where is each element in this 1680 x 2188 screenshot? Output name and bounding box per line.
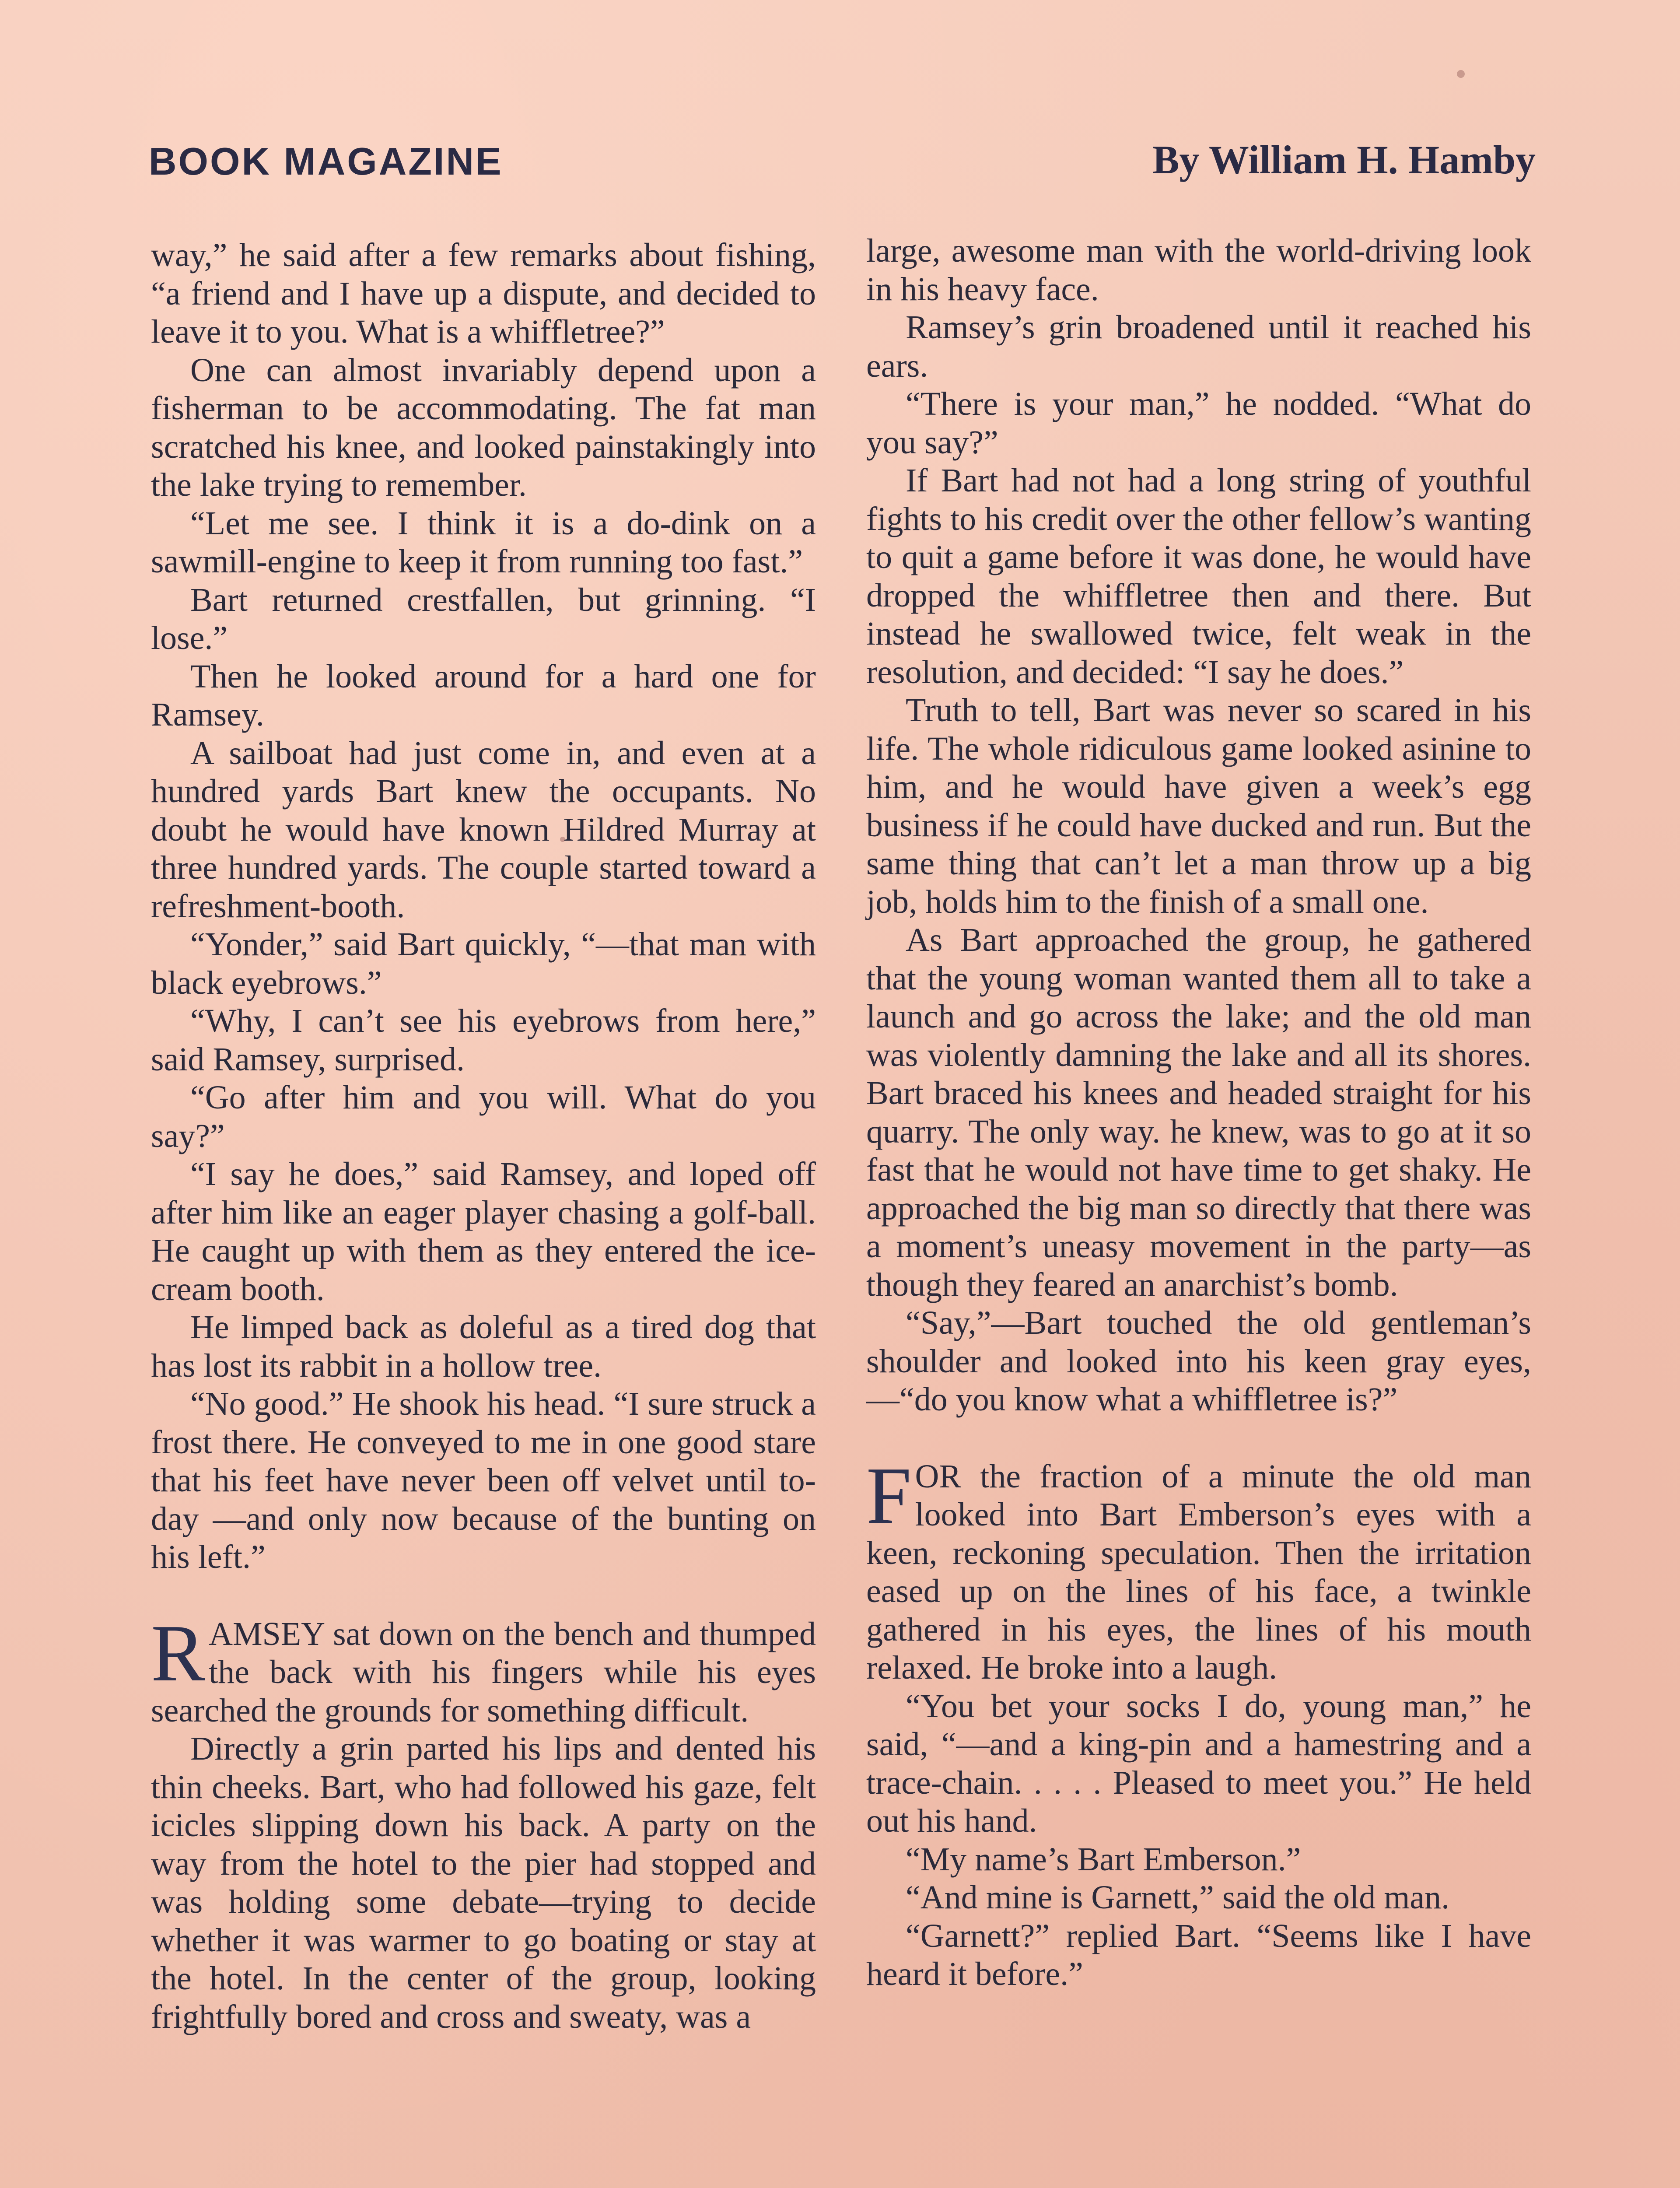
left-column: [151, 236, 816, 2036]
paragraph: He limped back as doleful as a tired dog that has lost its rabbit in a hollow tree.: [151, 1309, 816, 1384]
paragraph: As Bart approached the group, he gathered that the young woman wanted them all to take a launch and go across the lake; and the old man was violently damning the lake and all its shores. Bart braced his knees and headed straight for his quarry. The only way. he knew, was to go at it so fast that he would not have time to get shaky. He approached the big man so directly that there was a moment’s uneasy movement in the party—as though they feared an anarchist’s bomb.: [866, 922, 1531, 1303]
paragraph: “Let me see. I think it is a do-dink on a sawmill-engine to keep it from running too fast.”: [151, 505, 816, 580]
paragraph: A sailboat had just come in, and even at a hundred yards Bart knew the occupants. No doubt he would have known Hildred Murray at three hundred yards. The couple started toward a refreshment-booth.: [151, 734, 816, 925]
byline: By William H. Hamby: [1152, 137, 1536, 182]
paragraph: Directly a grin parted his lips and dented his thin cheeks. Bart, who had followed his gaze, felt icicles slipping down his back. A party on the way from the hotel to the pier had stopped and was holding some debate—trying to decide whether it was warmer to go boating or stay at the hotel. In the center of the group, looking frightfully bored and cross and sweaty, was a: [151, 1730, 816, 2035]
paragraph-text: AMSEY sat down on the bench and thumped the back with his fingers while his eyes searched the grounds for something difficult.: [151, 1615, 816, 1729]
running-head: [149, 139, 1536, 192]
continued-paragraph: large, awesome man with the world-driving look in his heavy face.: [866, 232, 1531, 308]
paragraph: “Why, I can’t see his eyebrows from here,” said Ramsey, surprised.: [151, 1003, 816, 1078]
magazine-title: BOOK MAGAZINE: [149, 140, 503, 183]
paragraph: “There is your man,” he nodded. “What do you say?”: [866, 386, 1531, 461]
section-opening-paragraph: [151, 1608, 816, 1730]
paper-speck: [560, 837, 565, 842]
paragraph: “Go after him and you will. What do you say?”: [151, 1079, 816, 1154]
paragraph: One can almost invariably depend upon a fisherman to be accommodating. The fat man scratched his knee, and looked painstakingly into the lake trying to remember.: [151, 351, 816, 503]
right-column: [866, 232, 1531, 1994]
paragraph: Bart returned crestfallen, but grinning. “I lose.”: [151, 581, 816, 656]
section-opening-paragraph: [866, 1450, 1531, 1687]
paragraph: “My name’s Bart Emberson.”: [906, 1841, 1301, 1878]
paragraph: If Bart had not had a long string of youthful fights to his credit over the other fellow’s wanting to quit a game before it was done, he would have dropped the whiffletree then and there. But instead he swallowed twice, felt weak in the resolution, and decided: “I say he does.”: [866, 462, 1531, 691]
paragraph: Truth to tell, Bart was never so scared in his life. The whole ridiculous game looked asinine to him, and he would have given a week’s egg business if he could have ducked and run. But the same thing that can’t let a man throw up a big job, holds him to the finish of a small one.: [866, 692, 1531, 920]
paragraph: “You bet your socks I do, young man,” he said, “—and a king-pin and a hamestring and a trace-chain. . . . . Pleased to meet you.” He held out his hand.: [866, 1687, 1531, 1839]
paragraph: “Yonder,” said Bart quickly, “—that man with black eyebrows.”: [151, 926, 816, 1001]
drop-cap: F: [866, 1450, 912, 1541]
continued-paragraph: way,” he said after a few remarks about fishing, “a friend and I have up a dispute, and decided to leave it to you. What is a whiffletree?”: [151, 237, 816, 350]
paragraph: “No good.” He shook his head. “I sure struck a frost there. He conveyed to me in one good stare that his feet have never been off velvet until to-day —and only now because of the bunting on his left.”: [151, 1385, 816, 1575]
paragraph: “I say he does,” said Ramsey, and loped off after him like an eager player chasing a golf-ball. He caught up with them as they entered the ice-cream booth.: [151, 1156, 816, 1308]
paragraph: Ramsey’s grin broadened until it reached his ears.: [866, 309, 1531, 384]
paragraph-text: OR the fraction of a minute the old man looked into Bart Emberson’s eyes with a keen, reckoning speculation. Then the irritation eased up on the lines of his face, a twinkle gathered in his eyes, the lines of his mouth relaxed. He broke into a laugh.: [866, 1458, 1531, 1686]
paper-speck: [1457, 70, 1465, 78]
paragraph: “Say,”—Bart touched the old gentleman’s shoulder and looked into his keen gray eyes,—“do you know what a whiffletree is?”: [866, 1304, 1531, 1418]
paragraph: Then he looked around for a hard one for Ramsey.: [151, 658, 816, 733]
drop-cap: R: [151, 1608, 206, 1698]
paragraph: “And mine is Garnett,” said the old man.: [906, 1879, 1450, 1916]
paragraph: “Garnett?” replied Bart. “Seems like I have heard it before.”: [866, 1917, 1531, 1992]
